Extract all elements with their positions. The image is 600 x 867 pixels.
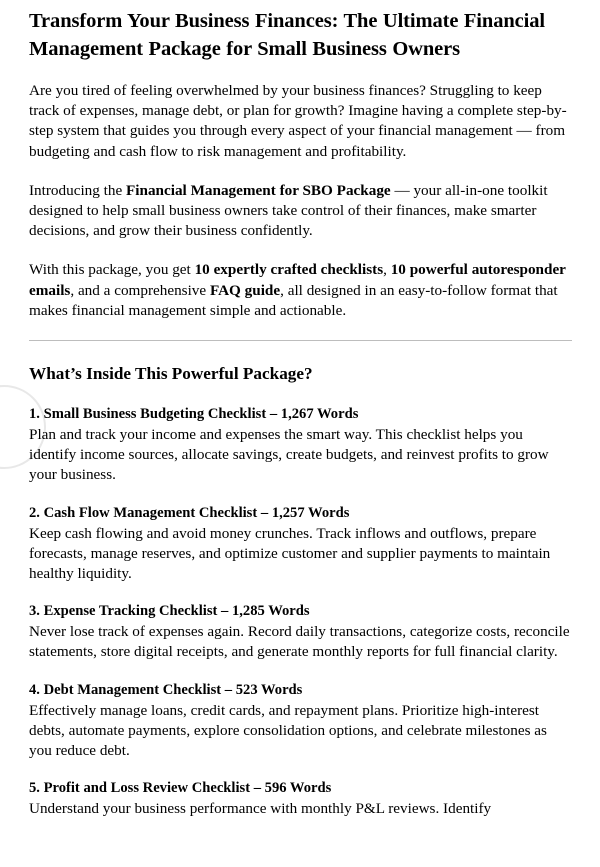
- section-heading-whats-inside: What’s Inside This Powerful Package?: [29, 364, 313, 384]
- list-item: [29, 602, 572, 662]
- emphasis-text: Financial Management for SBO Package: [126, 181, 391, 199]
- emphasis-text: 10 expertly crafted checklists: [194, 261, 384, 279]
- list-item-heading: 2. Cash Flow Management Checklist – 1,257 Words: [29, 504, 350, 521]
- list-item-description: Plan and track your income and expenses the smart way. This checklist helps you identify income sources, allocate savings, create budgets, and reinvest profits to grow your business.: [29, 426, 549, 484]
- body-text: , all designed in an easy-to-follow format that makes financial management simple and actionable.: [29, 281, 558, 319]
- list-item: [29, 405, 572, 486]
- body-text: — your all-in-one toolkit designed to help small business owners take control of their finances, make smarter decisions, and grow their business confidently.: [29, 181, 548, 240]
- body-text: , and a comprehensive: [70, 281, 210, 299]
- body-text: ,: [383, 261, 391, 279]
- list-item-heading: 3. Expense Tracking Checklist – 1,285 Words: [29, 603, 310, 620]
- page-title: Transform Your Business Finances: The Ultimate Financial Management Package for Small Business Owners: [29, 10, 545, 60]
- list-item-heading: 5. Profit and Loss Review Checklist – 596 Words: [29, 780, 332, 797]
- list-item-heading: 1. Small Business Budgeting Checklist – 1,267 Words: [29, 406, 359, 423]
- section-divider: [29, 340, 572, 341]
- emphasis-text: 10 powerful autoresponder emails: [29, 261, 566, 299]
- body-text: With this package, you get: [29, 261, 195, 279]
- list-item: [29, 681, 572, 762]
- list-item-heading: 4. Debt Management Checklist – 523 Words: [29, 681, 303, 698]
- list-item: [29, 779, 572, 819]
- body-text: Are you tired of feeling overwhelmed by your business finances? Struggling to keep track of expenses, manage debt, or plan for growth? Imagine having a complete step-by-step system that guides you through every aspect of your financial management — from budgeting and cash flow to risk management and profitability.: [29, 82, 567, 160]
- list-item: [29, 504, 572, 585]
- body-text: Introducing the: [29, 181, 127, 199]
- list-item-description: Effectively manage loans, credit cards, and repayment plans. Prioritize high-interest debts, automate payments, explore consolidation options, and celebrate milestones as you reduce debt.: [29, 701, 547, 760]
- emphasis-text: FAQ guide: [209, 281, 281, 299]
- list-item-description: Understand your business performance with monthly P&L reviews. Identify: [29, 800, 492, 818]
- paragraph-contents-summary: [29, 260, 572, 321]
- paragraph-intro: [29, 81, 572, 162]
- list-item-description: Keep cash flowing and avoid money crunches. Track inflows and outflows, prepare forecasts, manage reserves, and optimize customer and supplier payments to maintain healthy liquidity.: [29, 524, 551, 583]
- paragraph-introducing: [29, 181, 572, 242]
- list-item-description: Never lose track of expenses again. Record daily transactions, categorize costs, reconcile statements, store digital receipts, and generate monthly reports for full financial clarity.: [29, 623, 570, 661]
